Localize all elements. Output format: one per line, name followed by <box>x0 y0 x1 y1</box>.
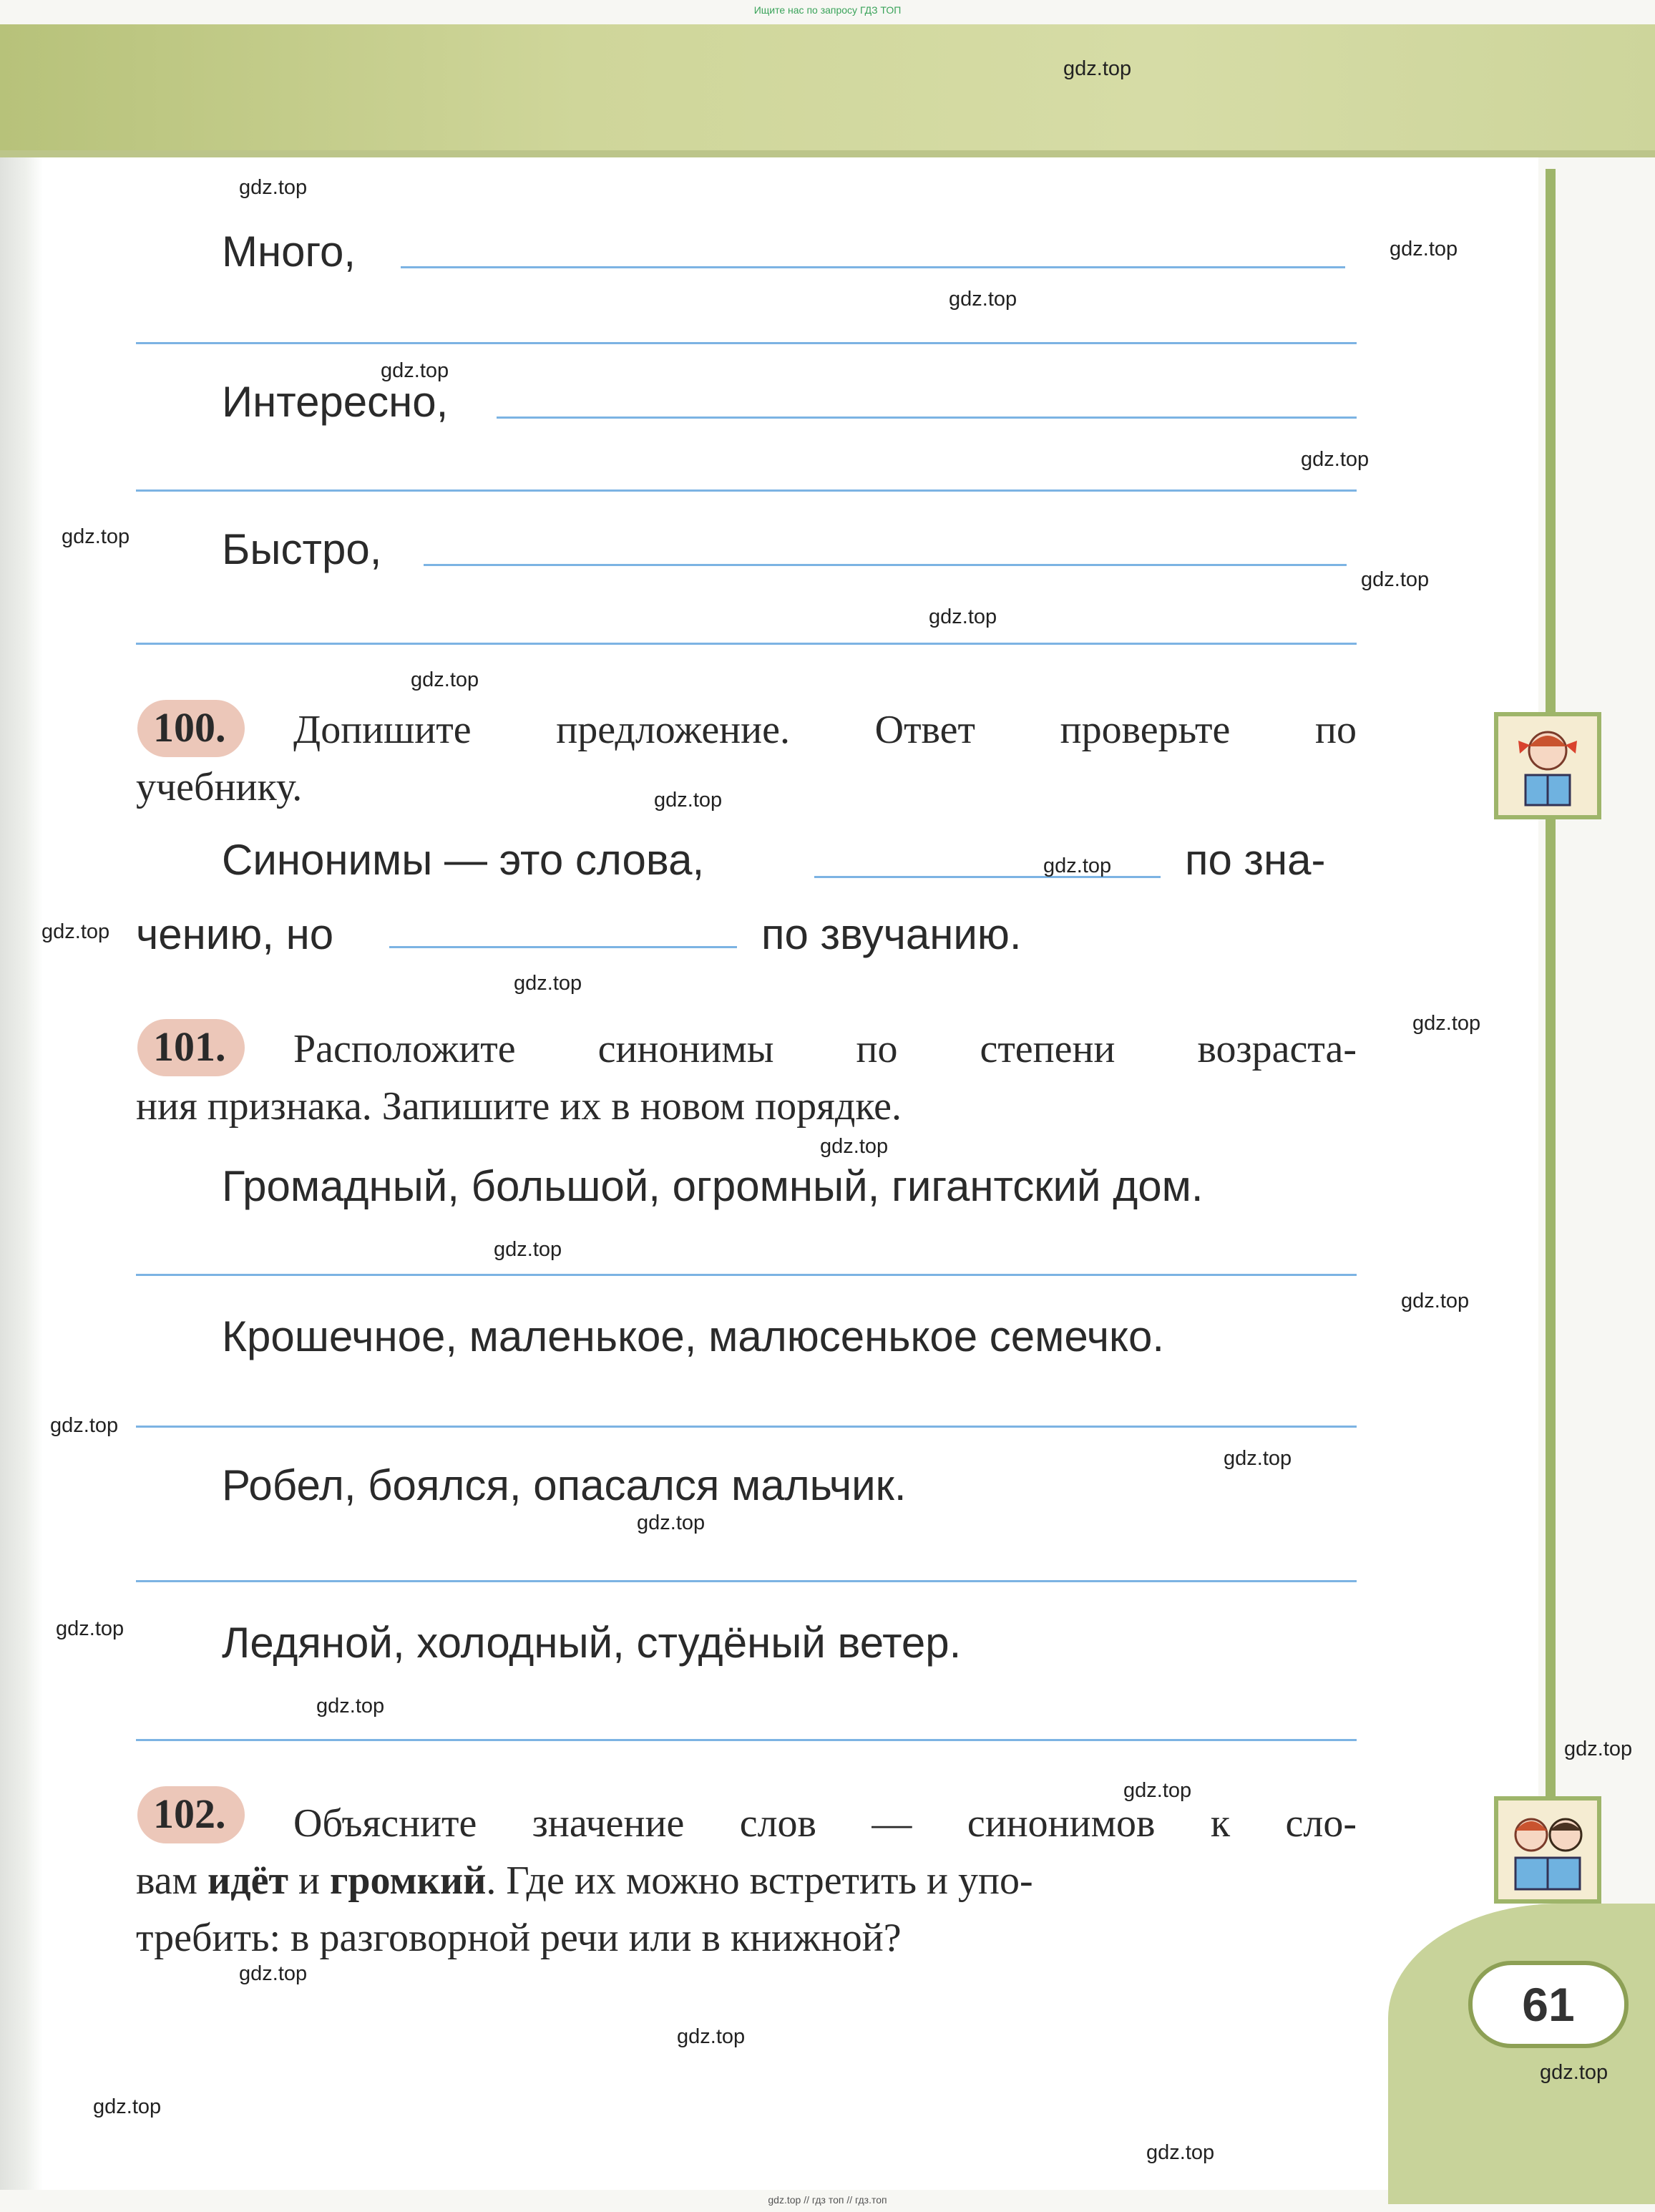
right-margin-rule <box>1546 169 1556 1901</box>
page-number: 61 <box>1468 1961 1629 2048</box>
task-100-sentence-part2: по зна- <box>1185 836 1326 884</box>
top-note: Ищите нас по запросу ГДЗ ТОП <box>753 4 902 16</box>
task-100-sentence-part4: по звучанию. <box>761 910 1022 958</box>
reading-pair-icon-art <box>1498 1801 1597 1899</box>
answer-line[interactable] <box>497 416 1357 419</box>
watermark: gdz.top <box>56 1617 125 1640</box>
watermark: gdz.top <box>949 288 1017 311</box>
watermark: gdz.top <box>677 2025 746 2048</box>
watermark: gdz.top <box>1123 1779 1192 1802</box>
answer-line[interactable] <box>136 342 1357 344</box>
watermark: gdz.top <box>637 1511 706 1534</box>
task-102-word-idet: идёт <box>208 1858 288 1903</box>
watermark: gdz.top <box>316 1695 385 1718</box>
watermark: gdz.top <box>1401 1290 1470 1312</box>
bottom-note: gdz.top // гдз топ // гдз.топ <box>768 2194 887 2206</box>
fill-in-interesno-label: Интересно, <box>222 378 449 426</box>
task-102-line2-prefix: вам <box>136 1858 197 1903</box>
answer-line[interactable] <box>136 1274 1357 1276</box>
watermark: gdz.top <box>654 789 723 812</box>
task-102-line3: требить: в разговорной речи или в книжной? <box>136 1916 902 1960</box>
watermark: gdz.top <box>381 359 449 382</box>
watermark: gdz.top <box>820 1135 889 1158</box>
header-band <box>0 24 1655 157</box>
watermark: gdz.top <box>239 1962 308 1985</box>
watermark: gdz.top <box>1224 1447 1292 1470</box>
task-101-instruction-line2: ния признака. Запишите их в новом порядке. <box>136 1084 902 1129</box>
task-101-item: Робел, боялся, опасался мальчик. <box>222 1461 907 1509</box>
reading-child-icon <box>1494 712 1601 819</box>
watermark: gdz.top <box>50 1414 119 1437</box>
task-101-item: Громадный, большой, огромный, гигантский дом. <box>222 1162 1204 1210</box>
answer-line[interactable] <box>401 266 1345 268</box>
task-102-line2 <box>136 1858 1033 1903</box>
watermark: gdz.top <box>1063 57 1132 80</box>
task-102-word-gromkiy: громкий <box>329 1858 487 1903</box>
watermark: gdz.top <box>62 525 130 548</box>
task-100-instruction-line2: учебнику. <box>136 765 303 809</box>
fill-in-mnogo-label: Много, <box>222 228 356 276</box>
task-102-line1: Объясните значение слов — синонимов к сло- <box>293 1801 1357 1846</box>
reading-child-icon-art <box>1498 716 1597 815</box>
answer-line[interactable] <box>424 564 1347 566</box>
answer-line[interactable] <box>389 946 737 948</box>
watermark: gdz.top <box>1043 854 1112 877</box>
task-101-item: Ледяной, холодный, студёный ветер. <box>222 1619 962 1667</box>
watermark: gdz.top <box>1146 2141 1215 2164</box>
task-102-line2-suffix: . Где их можно встретить и упо- <box>486 1858 1033 1903</box>
watermark: gdz.top <box>929 605 997 628</box>
watermark: gdz.top <box>1390 238 1458 260</box>
task-number-102: 102. <box>137 1786 245 1843</box>
watermark: gdz.top <box>1540 2061 1608 2084</box>
task-100-instruction-line1: Допишите предложение. Ответ проверьте по <box>293 708 1357 752</box>
watermark: gdz.top <box>411 668 479 691</box>
task-number-101: 101. <box>137 1019 245 1076</box>
answer-line[interactable] <box>136 1426 1357 1428</box>
answer-line[interactable] <box>136 1739 1357 1741</box>
watermark: gdz.top <box>1564 1738 1633 1760</box>
answer-line[interactable] <box>136 1580 1357 1582</box>
task-101-item: Крошечное, маленькое, малюсенькое семечко. <box>222 1312 1165 1360</box>
watermark: gdz.top <box>1361 568 1430 591</box>
watermark: gdz.top <box>1412 1012 1481 1035</box>
page-corner-decoration <box>1388 1904 1655 2204</box>
watermark: gdz.top <box>494 1238 562 1261</box>
task-100-sentence-part3: чению, но <box>136 910 334 958</box>
answer-line[interactable] <box>136 489 1357 492</box>
watermark: gdz.top <box>514 972 582 995</box>
reading-pair-icon <box>1494 1796 1601 1904</box>
task-102-conj: и <box>298 1858 320 1903</box>
page-spine <box>0 157 43 2190</box>
watermark: gdz.top <box>239 176 308 199</box>
watermark: gdz.top <box>93 2095 162 2118</box>
watermark: gdz.top <box>42 920 110 943</box>
fill-in-bystro-label: Быстро, <box>222 525 382 573</box>
task-101-instruction-line1: Расположите синонимы по степени возраста- <box>293 1027 1357 1071</box>
answer-line[interactable] <box>136 643 1357 645</box>
task-number-100: 100. <box>137 700 245 757</box>
watermark: gdz.top <box>1301 448 1370 471</box>
task-100-sentence-part1: Синонимы — это слова, <box>222 836 705 884</box>
